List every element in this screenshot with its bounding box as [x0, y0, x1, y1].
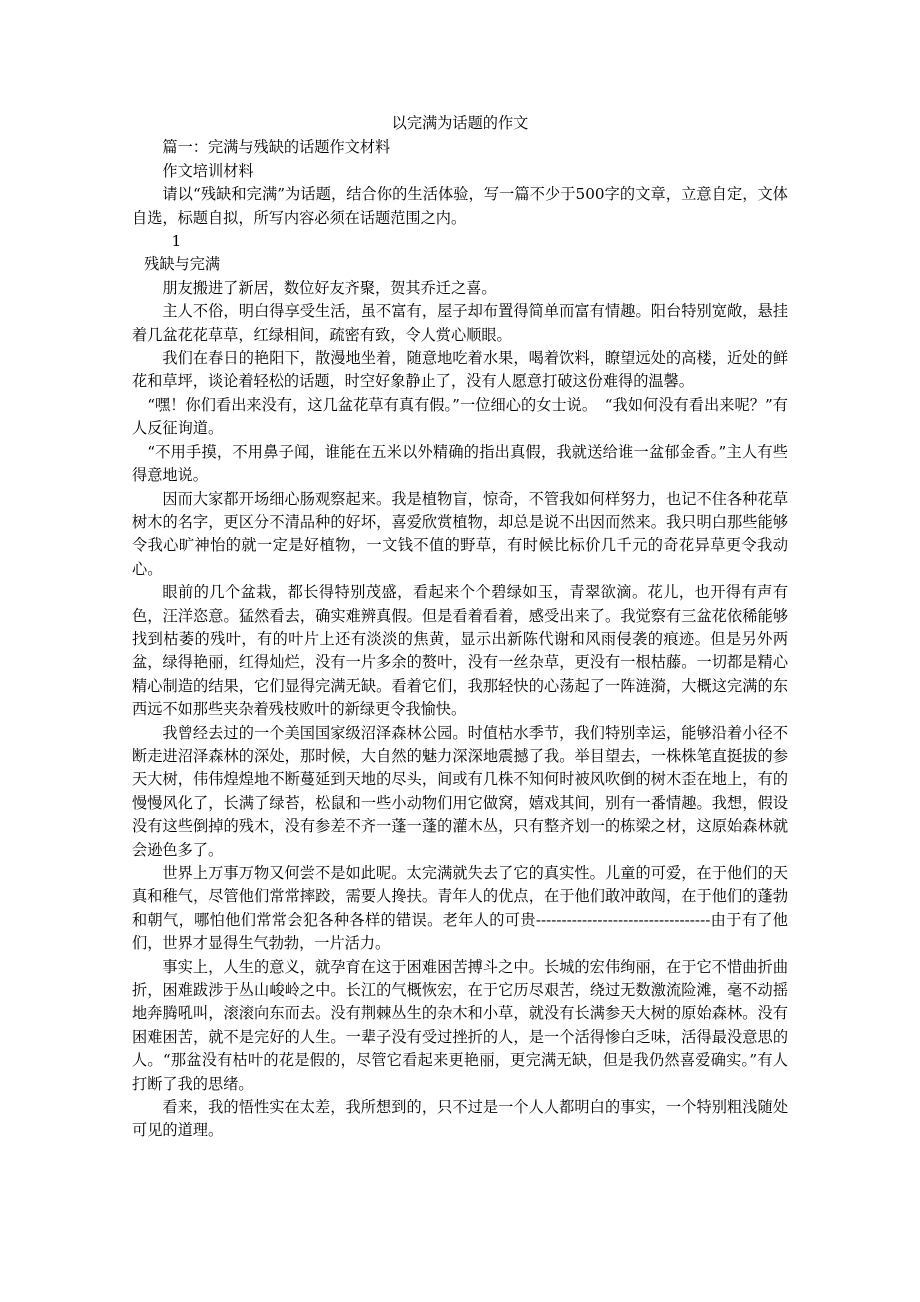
paragraph: 因而大家都开场细心肠观察起来。我是植物盲，惊奇，不管我如何样努力，也记不住各种花草树木的名字，更区分不清品种的好坏，喜爱欣赏植物，却总是说不出因而然来。我只明白那些能够令我心旷神怡的就一定是好植物，一文钱不值的野草，有时候比标价几千元的奇花异草更令我动心。: [132, 489, 788, 578]
paragraph: 我们在春日的艳阳下，散漫地坐着，随意地吃着水果，喝着饮料，瞭望远处的高楼，近处的鲜花和草坪，谈论着轻松的话题，时空好象静止了，没有人愿意打破这份难得的温馨。: [132, 349, 788, 391]
paragraph: 1: [171, 232, 182, 251]
paragraph: 请以“残缺和完满”为话题，结合你的生活体验，写一篇不少于500字的文章，立意自定，文体自选，标题自拟，所写内容必须在话题范围之内。: [132, 185, 788, 227]
paragraph: 我曾经去过的一个美国国家级沼泽森林公园。时值枯水季节，我们特别幸运，能够沿着小径不断走进沼泽森林的深处，那时候，大自然的魅力深深地震撼了我。举目望去，一株株笔直挺拔的参天大树，伟伟煌煌地不断蔓延到天地的尽头，间或有几株不知何时被风吹倒的树木歪在地上，有的慢慢风化了，长满了绿苔，松鼠和一些小动物们用它做窝，嬉戏其间，别有一番情趣。我想，假设没有这些倒掉的残木，没有参差不齐一蓬一蓬的灌木丛，只有整齐划一的栋梁之材，这原始森林就会逊色多了。: [132, 723, 788, 859]
paragraph: 篇一：完满与残缺的话题作文材料: [162, 138, 391, 157]
document-page: [132, 112, 788, 1143]
paragraph: 残缺与完满: [144, 255, 221, 274]
paragraph: 主人不俗，明白得享受生活，虽不富有，屋子却布置得简单而富有情趣。阳台特别宽敞，悬挂着几盆花花草草，红绿相间，疏密有致，令人赏心顺眼。: [132, 302, 788, 344]
document-body: [132, 136, 788, 1142]
paragraph: 朋友搬进了新居，数位好友齐聚，贺其乔迁之喜。: [162, 278, 497, 297]
paragraph: 世界上万事万物又何尝不是如此呢。太完满就失去了它的真实性。儿童的可爱，在于他们的天真和稚气，尽管他们常常摔跤，需要人搀扶。青年人的优点，在于他们敢冲敢闯，在于他们的蓬勃和朝气，哪怕他们常常会犯各种各样的错误。老年人的可贵----------------------------------由于有了他们，世界才显得生气勃勃，一片活力。: [132, 864, 788, 953]
paragraph: 眼前的几个盆栽，都长得特别茂盛，看起来个个碧绿如玉，青翠欲滴。花儿，也开得有声有色，汪洋恣意。猛然看去，确实难辨真假。但是看着看着，感受出来了。我觉察有三盆花依稀能够找到枯萎的残叶，有的叶片上还有淡淡的焦黄，显示出新陈代谢和风雨侵袭的痕迹。但是另外两盆，绿得艳丽，红得灿烂，没有一片多余的赘叶，没有一丝杂草，更没有一根枯藤。一切都是精心精心制造的结果，它们显得完满无缺。看着它们，我那轻快的心荡起了一阵涟漪，大概这完满的东西远不如那些夹杂着残枝败叶的新绿更令我愉快。: [132, 583, 788, 719]
paragraph: 事实上，人生的意义，就孕育在这于困难困苦搏斗之中。长城的宏伟绚丽，在于它不惜曲折曲折，困难跋涉于丛山峻岭之中。长江的气概恢宏，在于它历尽艰苦，绕过无数激流险滩，毫不动摇地奔腾吼叫，滚滚向东而去。没有荆棘丛生的杂木和小草，就没有长满参天大树的原始森林。没有困难困苦，就不是完好的人生。一辈子没有受过挫折的人，是一个活得惨白乏味，活得最没意思的人。“那盆没有枯叶的花是假的，尽管它看起来更艳丽，更完满无缺，但是我仍然喜爱确实。”有人打断了我的思绪。: [132, 957, 788, 1093]
paragraph: “嘿！你们看出来没有，这几盆花草有真有假。”一位细心的女士说。 “我如何没有看出来呢？”有人反征询道。: [132, 395, 788, 438]
paragraph: 作文培训材料: [162, 161, 254, 180]
document-title: 以完满为话题的作文: [391, 114, 529, 132]
paragraph: 看来，我的悟性实在太差，我所想到的，只不过是一个人人都明白的事实，一个特别粗浅随处可见的道理。: [132, 1098, 788, 1140]
paragraph: “不用手摸，不用鼻子闻，谁能在五米以外精确的指出真假，我就送给谁一盆郁金香。”主人有些得意地说。: [132, 442, 788, 485]
